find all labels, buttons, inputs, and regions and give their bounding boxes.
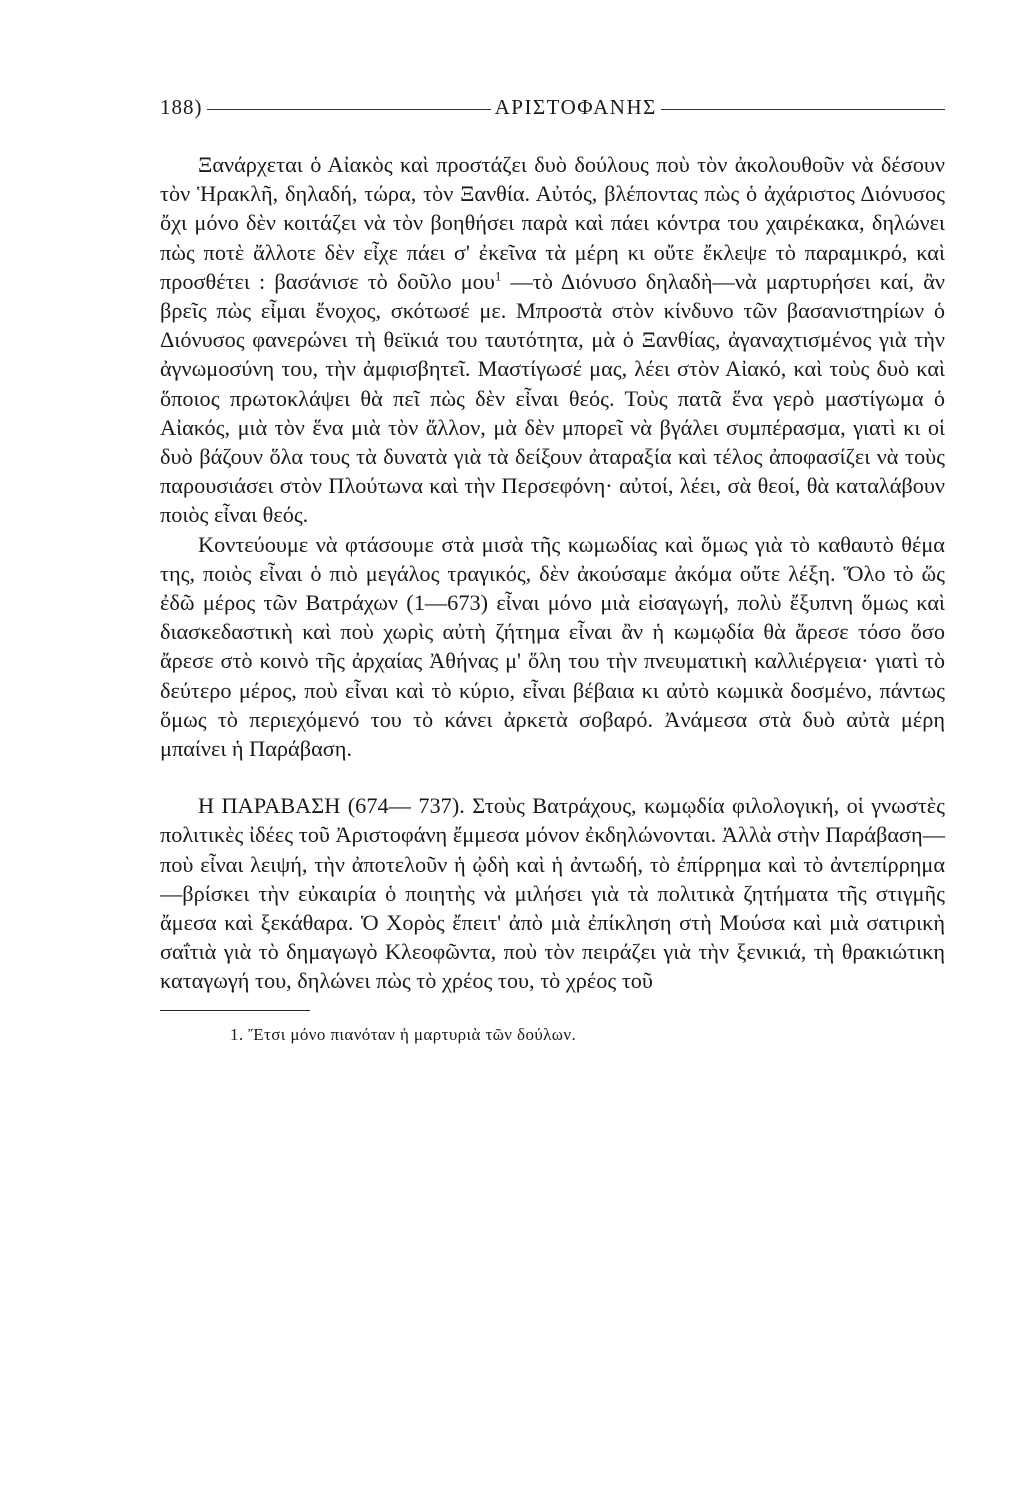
footnote: 1. Ἔτσι μόνο πιανόταν ἡ μαρτυριὰ τῶν δούλων. bbox=[230, 1024, 577, 1044]
body-text bbox=[160, 150, 945, 996]
paragraph-3: Η ΠΑΡΑΒΑΣΗ (674— 737). Στοὺς Βατράχους, κωμῳδία φιλολογική, οἱ γνωστὲς πολιτικὲς ἰδέες τοῦ Ἀριστοφάνη ἔμμεσα μόνον ἐκδηλώνονται. Ἀλλὰ στὴν Παράβαση—ποὺ εἶναι λειψή, τὴν ἀποτελοῦν ἡ ᾠδὴ καὶ ἡ ἀντωδή, τὸ ἐπίρρημα καὶ τὸ ἀντεπίρρημα—βρίσκει τὴν εὐκαιρία ὁ ποιητὴς νὰ μιλήσει γιὰ τὰ πολιτικὰ ζητήματα τῆς στιγμῆς ἄμεσα καὶ ξεκάθαρα. Ὁ Χορὸς ἔπειτ' ἀπὸ μιὰ ἐπίκληση στὴ Μούσα καὶ μιὰ σατιρικὴ σαΐτιὰ γιὰ τὸ δημαγωγὸ Κλεοφῶντα, ποὺ τὸν πειράζει γιὰ τὴν ξενικιά, τὴ θρακιώτικη καταγωγή του, δηλώνει πὼς τὸ χρέος του, τὸ χρέος τοῦ bbox=[160, 793, 945, 994]
footnote-reference: 1 bbox=[494, 268, 502, 284]
paragraph-1-text: Ξανάρχεται ὁ Αἰακὸς καὶ προστάζει δυὸ δούλους ποὺ τὸν ἀκολουθοῦν νὰ δέσουν τὸν Ἡρακλῆ, δηλαδή, τώρα, τὸν Ξανθία. Αὐτός, βλέποντας πὼς ὁ ἀχάριστος Διόνυσος ὄχι μόνο δὲν κοιτάζει νὰ τὸν βοηθήσει παρὰ καὶ πάει κόντρα του χαιρέκακα, δηλώνει πὼς ποτὲ ἄλλοτε δὲν εἶχε πάει σ' ἐκεῖνα τὰ μέρη κι οὔτε ἔκλεψε τὸ παραμικρό, καὶ προσθέτει : βασάνισε τὸ δοῦλο μου bbox=[160, 152, 945, 294]
footnote-separator bbox=[160, 1010, 310, 1011]
page-number: 188) bbox=[160, 94, 203, 119]
paragraph-1 bbox=[160, 150, 945, 530]
header-rule-right bbox=[661, 109, 945, 110]
header-rule-left bbox=[207, 109, 491, 110]
running-title: ΑΡΙΣΤΟΦΑΝΗΣ bbox=[494, 94, 657, 119]
paragraph-2: Κοντεύουμε νὰ φτάσουμε στὰ μισὰ τῆς κωμωδίας καὶ ὅμως γιὰ τὸ καθαυτὸ θέμα της, ποιὸς εἶναι ὁ πιὸ μεγάλος τραγικός, δὲν ἀκούσαμε ἀκόμα οὔτε λέξη. Ὅλο τὸ ὥς ἐδῶ μέρος τῶν Βατράχων (1—673) εἶναι μόνο μιὰ εἰσαγωγή, πολὺ ἔξυπνη ὅμως καὶ διασκεδαστικὴ καὶ ποὺ χωρὶς αὐτὴ ζήτημα εἶναι ἂν ἡ κωμῳδία θὰ ἄρεσε τόσο ὅσο ἄρεσε στὸ κοινὸ τῆς ἀρχαίας Ἀθήνας μ' ὅλη του τὴν πνευματικὴ καλλιέργεια· γιατὶ τὸ δεύτερο μέρος, ποὺ εἶναι καὶ τὸ κύριο, εἶναι βέβαια κι αὐτὸ κωμικὰ δοσμένο, πάντως ὅμως τὸ περιεχόμενό του τὸ κάνει ἀρκετὰ σοβαρό. Ἀνάμεσα στὰ δυὸ αὐτὰ μέρη μπαίνει ἡ Παράβαση. bbox=[160, 531, 945, 762]
paragraph-1-continued: —τὸ Διόνυσο δηλαδὴ—νὰ μαρτυρήσει καί, ἂν βρεῖς πὼς εἶμαι ἔνοχος, σκότωσέ με. Μπροστὰ στὸν κίνδυνο τῶν βασανιστηρίων ὁ Διόνυσος φανερώνει τὴ θεϊκιά του ταυτότητα, μὰ ὁ Ξανθίας, ἀγαναχτισμένος γιὰ τὴν ἀγνωμοσύνη του, τὴν ἀμφισβητεῖ. Μαστίγωσέ μας, λέει στὸν Αἰακό, καὶ τοὺς δυὸ καὶ ὅποιος πρωτοκλάψει θὰ πεῖ πὼς δὲν εἶναι θεός. Τοὺς πατᾶ ἕνα γερὸ μαστίγωμα ὁ Αἰακός, μιὰ τὸν ἕνα μιὰ τὸν ἄλλον, μὰ δὲν μπορεῖ νὰ βγάλει συμπέρασμα, γιατὶ κι οἱ δυὸ βάζουν ὅλα τους τὰ δυνατὰ γιὰ τὰ δείξουν ἀταραξία καὶ τέλος ἀποφασίζει νὰ τοὺς παρουσιάσει στὸν Πλούτωνα καὶ τὴν Περσεφόνη· αὐτοί, λέει, σὰ θεοί, θὰ καταλάβουν ποιὸς εἶναι θεός. bbox=[160, 268, 945, 528]
book-page bbox=[160, 92, 945, 1045]
running-header bbox=[160, 92, 945, 122]
